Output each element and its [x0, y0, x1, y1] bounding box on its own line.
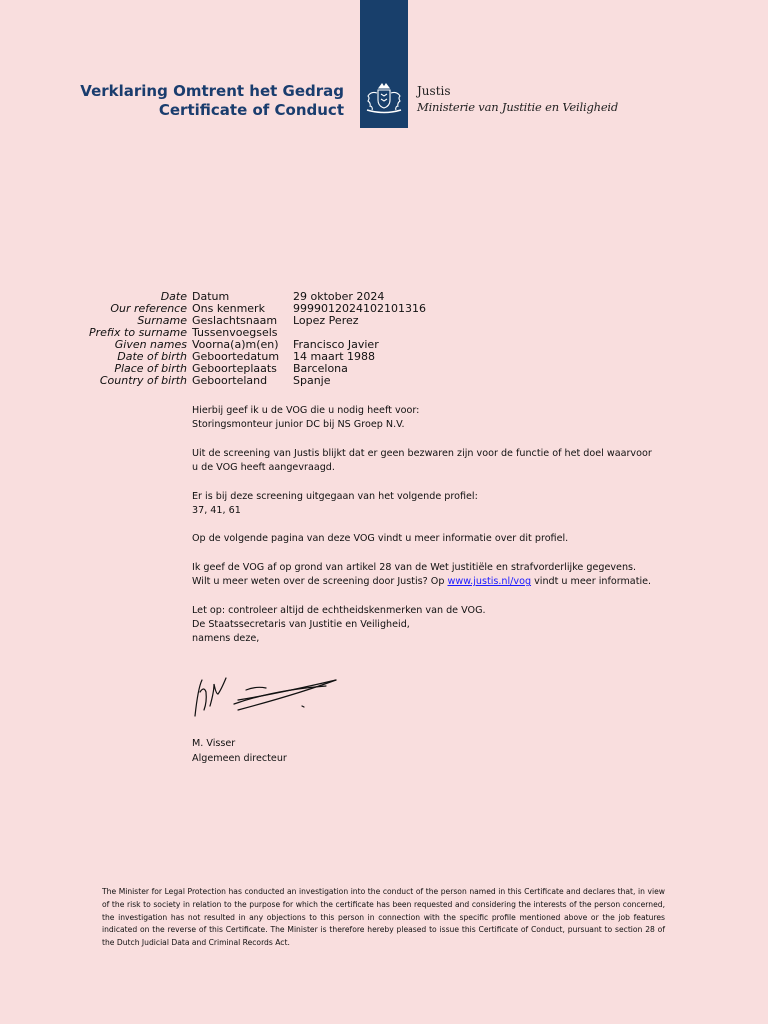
field-label-en: Our reference — [110, 302, 187, 315]
ministry-name: Justis — [417, 84, 451, 98]
letter-body — [192, 404, 652, 661]
ministry-block — [417, 83, 618, 115]
field-value: Francisco Javier — [293, 338, 379, 351]
field-value: 29 oktober 2024 — [293, 290, 385, 303]
signature-image — [188, 666, 348, 722]
profile-codes: 37, 41, 61 — [192, 504, 241, 516]
field-value: Spanje — [293, 374, 331, 387]
field-value: 14 maart 1988 — [293, 350, 376, 363]
field-row-given-names — [0, 339, 768, 351]
paragraph-result: Uit de screening van Justis blijkt dat er geen bezwaren zijn voor de functie of het doel waarvoor u de VOG heeft aangevraagd. — [192, 447, 652, 473]
paragraph-next-page: Op de volgende pagina van deze VOG vindt u meer informatie over dit profiel. — [192, 533, 569, 545]
footer-declaration: The Minister for Legal Protection has conducted an investigation into the conduct of the person named in this Certificate and declares that, in view of the risk to society in relation to the purpose for which the certificate has been requested and considering the interests of the person concerned, the investigation has not resulted in any objections to this person in connection with the specific profile mentioned above or the job features indicated on the reverse of this Certificate. The Minister is therefore hereby pleased to issue this Certificate of Conduct, pursuant to section 28 of the Dutch Judicial Data and Criminal Records Act. — [102, 887, 665, 948]
field-label-nl: Geboorteplaats — [192, 362, 277, 375]
signer-name: M. Visser — [192, 738, 236, 749]
field-label-en: Prefix to surname — [89, 326, 187, 339]
field-label-en: Country of birth — [99, 374, 187, 387]
field-label-nl: Geboortedatum — [192, 350, 280, 363]
field-label-en: Given names — [114, 338, 187, 351]
field-value: Lopez Perez — [293, 314, 359, 327]
field-label-nl: Geboorteland — [192, 374, 268, 387]
ministry-full-name: Ministerie van Justitie en Veiligheid — [417, 100, 619, 114]
title-english: Certificate of Conduct — [158, 101, 344, 119]
paragraph-profile: Er is bij deze screening uitgegaan van het volgende profiel: 37, 41, 61 — [192, 490, 478, 516]
field-label-en: Surname — [137, 314, 187, 327]
justis-vog-link[interactable]: www.justis.nl/vog — [447, 576, 532, 588]
title-dutch: Verklaring Omtrent het Gedrag — [80, 82, 344, 100]
crest-icon — [363, 80, 405, 120]
field-label-en: Date of birth — [117, 350, 187, 363]
paragraph-purpose: Hierbij geef ik u de VOG die u nodig heeft voor: Storingsmonteur junior DC bij NS Groep N.V. — [192, 405, 420, 431]
field-label-nl: Tussenvoegsels — [192, 326, 278, 339]
field-label-nl: Ons kenmerk — [192, 302, 265, 315]
paragraph-closing: Let op: controleer altijd de echtheidskenmerken van de VOG. De Staatssecretaris van Justitie en Veiligheid, namens deze, — [192, 604, 486, 645]
field-label-nl: Datum — [192, 290, 230, 303]
field-label-nl: Geslachtsnaam — [192, 314, 278, 327]
field-value: 999901202410210131​6 — [293, 302, 426, 315]
signer-block — [192, 737, 287, 766]
field-value: Barcelona — [293, 362, 348, 375]
paragraph-legal-basis: Ik geef de VOG af op grond van artikel 28 van de Wet justitiële en strafvorderlijke gegevens. Wilt u meer weten over de screening door Justis? Op www.justis.nl/vog vindt u meer informatie. — [192, 561, 652, 588]
emblem-bar — [360, 0, 408, 128]
field-row-reference — [0, 303, 768, 315]
field-label-nl: Voorna(a)m(en) — [192, 338, 279, 351]
document-title — [80, 82, 344, 120]
signer-role: Algemeen directeur — [192, 752, 287, 764]
field-label-en: Date — [160, 290, 187, 303]
field-label-en: Place of birth — [114, 362, 187, 375]
personal-details — [0, 291, 768, 387]
field-row-country-of-birth — [0, 375, 768, 387]
